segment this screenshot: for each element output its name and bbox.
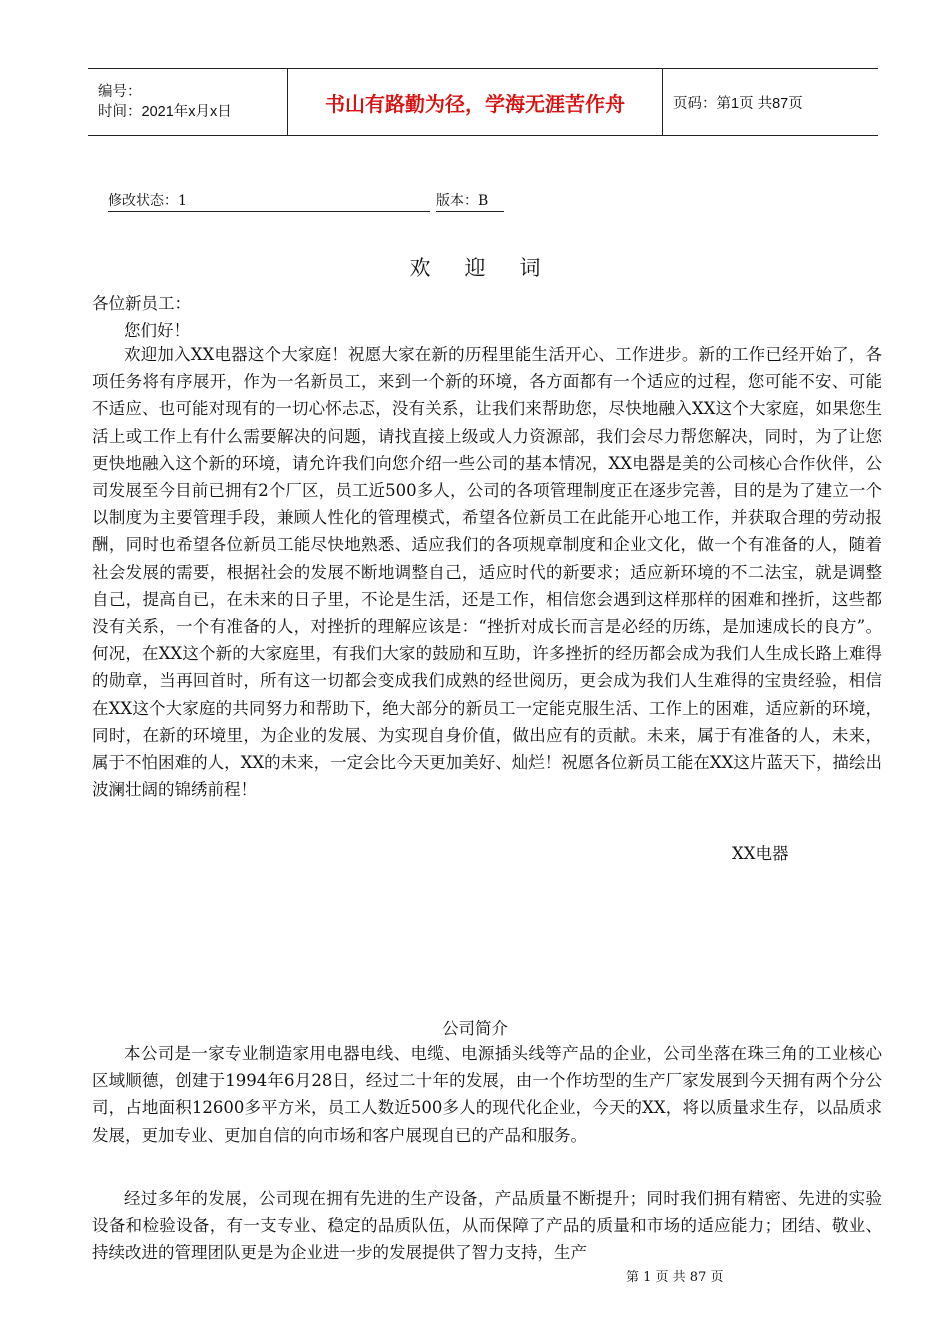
welcome-body: 欢迎加入XX电器这个大家庭！祝愿大家在新的历程里能生活开心、工作进步。新的工作已经开始了，各项任务将有序展开，作为一名新员工，来到一个新的环境，各方面都有一个适应的过程，您可能不安、可能不适应、也可能对现有的一切心怀忐忑，没有关系，让我们来帮助您，尽快地融入XX这个大家庭，如果您生活上或工作上有什么需要解决的问题，请找直接上级或人力资源部，我们会尽力帮您解决，同时，为了让您更快地融入这个新的环境，请允许我们向您介绍一些公司的基本情况，XX电器是美的公司核心合作伙伴，公司发展至今目前已拥有2个厂区，员工近500多人，公司的各项管理制度正在逐步完善，目的是为了建立一个以制度为主要管理手段，兼顾人性化的管理模式，希望各位新员工在此能开心地工作，并获取合理的劳动报酬，同时也希望各位新员工能尽快地熟悉、适应我们的各项规章制度和企业文化，做一个有准备的人，随着社会发展的需要，根据社会的发展不断地调整自己，适应时代的新要求；适应新环境的不二法宝，就是调整自己，提高自已，在未来的日子里，不论是生活，还是工作，相信您会遇到这样那样的困难和挫折，这些都没有关系，一个有准备的人，对挫折的理解应该是：“挫折对成长而言是必经的历练，是加速成长的良方”。何况，在XX这个新的大家庭里，有我们大家的鼓励和互助，许多挫折的经历都会成为我们人生成长路上难得的勋章，当再回首时，所有这一切都会变成我们成熟的经世阅历，更会成为我们人生难得的宝贵经验，相信在XX这个大家庭的共同努力和帮助下，绝大部分的新员工一定能克服生活、工作上的困难，适应新的环境，同时，在新的环境里，为企业的发展、为实现自身价值，做出应有的贡献。未来，属于有准备的人，未来，属于不怕困难的人，XX的未来，一定会比今天更加美好、灿烂！祝愿各位新员工能在XX这片蓝天下，描绘出波澜壮阔的锦绣前程！ <box>92 345 882 800</box>
company-intro-para-2: 经过多年的发展，公司现在拥有先进的生产设备，产品质量不断提升；同时我们拥有精密、先进的实验设备和检验设备，有一支专业、稳定的品质队伍，从而保障了产品的质量和市场的适应能力；团结、敬业、持续改进的管理团队更是为企业进一步的发展提供了智力支持，生产 <box>92 1189 882 1263</box>
header-meta <box>88 69 288 135</box>
doc-number-label: 编号： <box>98 84 142 100</box>
welcome-hello: 您们好！ <box>124 321 190 340</box>
doc-time-label: 时间：2021年x月x日 <box>98 104 232 120</box>
welcome-title: 欢迎词 <box>409 256 575 280</box>
header-page-label: 页码：第1页 共87页 <box>673 95 803 112</box>
header-motto: 书山有路勤为径，学海无涯苦作舟 <box>288 69 663 135</box>
page-footer: 第 1 页 共 87 页 <box>626 1270 724 1285</box>
company-intro-para-1: 本公司是一家专业制造家用电器电线、电缆、电源插头线等产品的企业，公司坐落在珠三角的工业核心区域顺德，创建于1994年6月28日，经过二十年的发展，由一个作坊型的生产厂家发展到今天拥有两个分公司，占地面积12600多平方米，员工人数近500多人的现代化企业，今天的XX，将以质量求生存，以品质求发展，更加专业、更加自信的向市场和客户展现自已的产品和服务。 <box>92 1044 882 1145</box>
document-header <box>88 68 878 136</box>
version-label: 版本：B <box>436 192 504 212</box>
revision-status: 修改状态：1 <box>108 192 430 212</box>
company-intro-title: 公司简介 <box>442 1019 508 1038</box>
welcome-greeting: 各位新员工： <box>92 294 191 313</box>
welcome-signature: XX电器 <box>732 844 789 863</box>
